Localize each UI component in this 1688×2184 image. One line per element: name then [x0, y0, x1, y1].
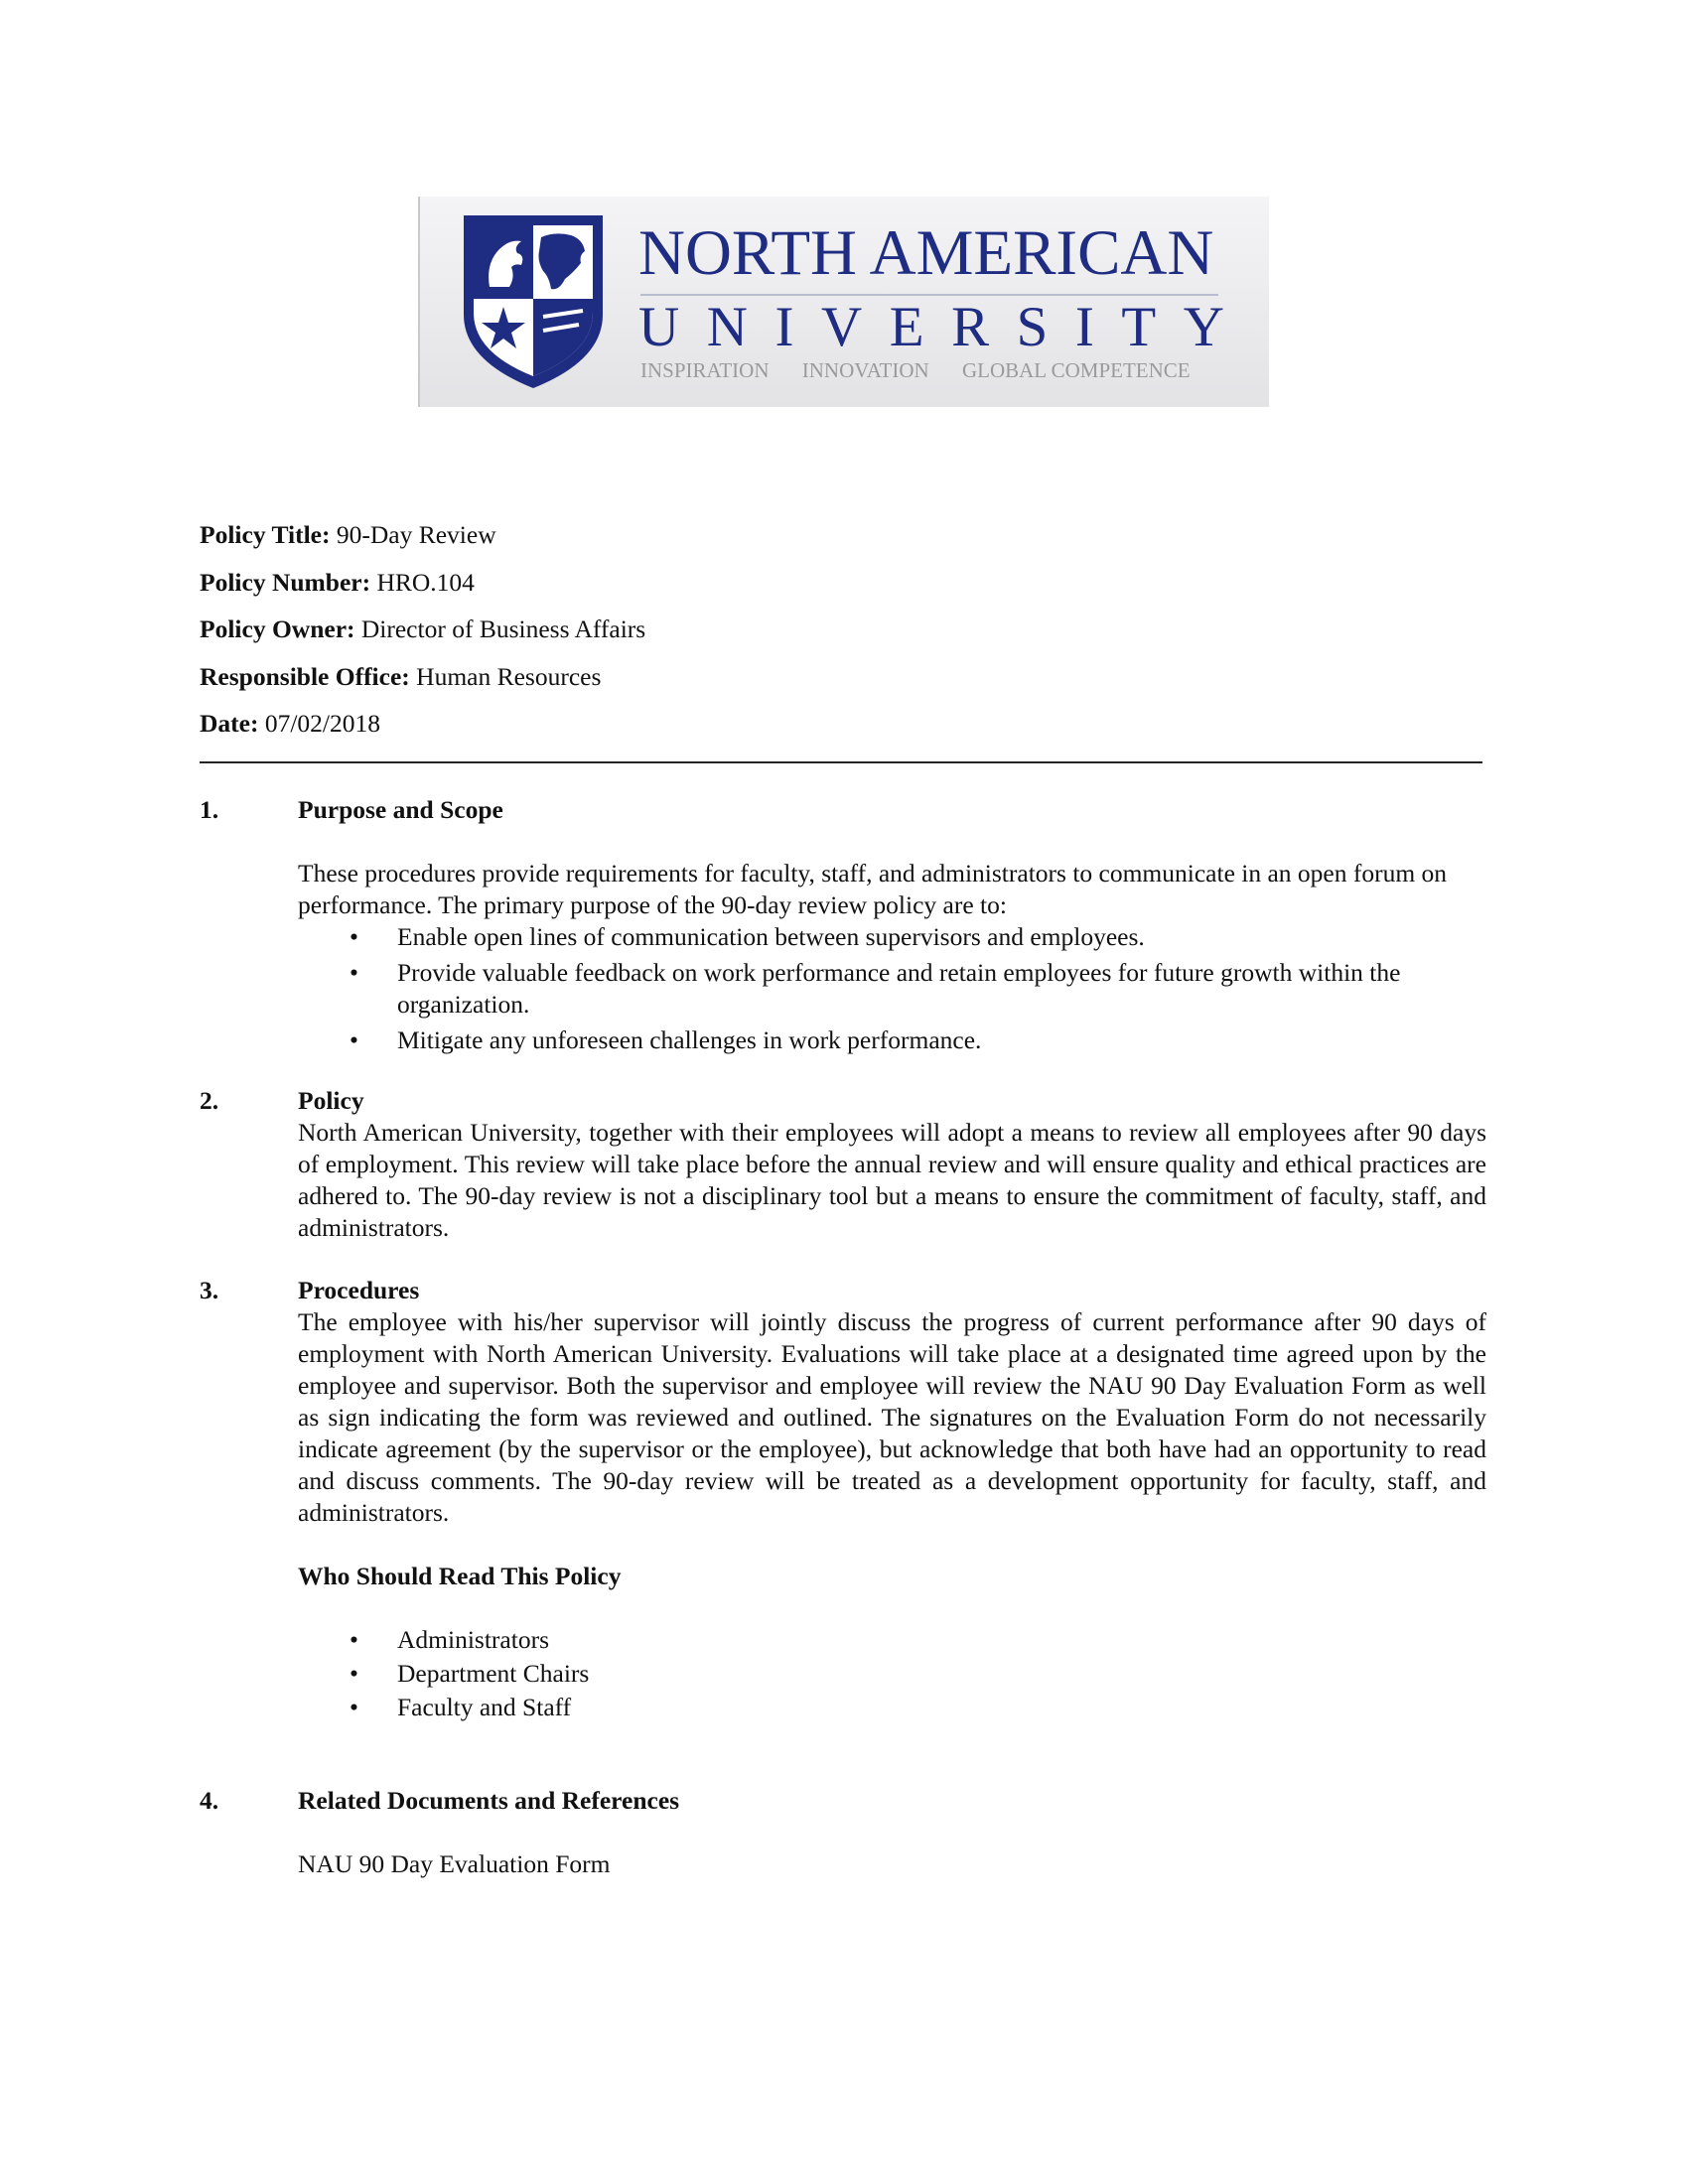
section-number: 2.: [200, 1086, 219, 1115]
section-number: 1.: [200, 795, 219, 824]
logo-letter: I: [774, 296, 794, 358]
university-logo-banner: [418, 197, 1269, 407]
meta-label: Policy Title:: [200, 520, 331, 549]
meta-label: Date:: [200, 709, 259, 738]
section-related-documents: [298, 1785, 1486, 1880]
meta-responsible-office: [200, 653, 1490, 701]
section-paragraph: NAU 90 Day Evaluation Form: [298, 1849, 611, 1878]
list-item-text: Provide valuable feedback on work performance and retain employees for future growth within the organization.: [397, 958, 1401, 1019]
logo-letter: I: [1074, 296, 1094, 358]
meta-label: Policy Owner:: [200, 614, 355, 643]
list-item: [298, 1024, 1486, 1056]
section-heading: Procedures: [298, 1276, 420, 1304]
section-number: 3.: [200, 1276, 219, 1304]
section-heading: Purpose and Scope: [298, 795, 503, 824]
logo-wordmark-line2: [638, 298, 1224, 357]
list-item-text: Mitigate any unforeseen challenges in work performance.: [397, 1025, 982, 1054]
section-policy: [298, 1085, 1486, 1244]
list-item: [298, 1624, 1486, 1656]
meta-label: Responsible Office:: [200, 661, 410, 691]
meta-value: Human Resources: [416, 661, 602, 691]
meta-value: HRO.104: [376, 567, 475, 597]
logo-letter: N: [706, 296, 748, 358]
bullet-icon: •: [350, 1625, 358, 1654]
list-item-text: Enable open lines of communication between supervisors and employees.: [397, 922, 1145, 951]
logo-letter: R: [951, 296, 990, 358]
section-number: 4.: [200, 1786, 219, 1815]
list-item-text: Department Chairs: [397, 1659, 590, 1688]
logo-letter: T: [1121, 296, 1157, 358]
list-item: [298, 1692, 1486, 1723]
meta-policy-owner: [200, 606, 1490, 653]
bullet-icon: •: [350, 1693, 358, 1721]
audience-bullet-list: [298, 1624, 1486, 1723]
section-heading: Related Documents and References: [298, 1786, 680, 1815]
logo-letter: Y: [1183, 296, 1224, 358]
list-item: [298, 957, 1486, 1021]
meta-policy-title: [200, 511, 1490, 559]
university-crest-icon: [460, 211, 607, 392]
horizontal-divider: [200, 761, 1482, 763]
section-paragraph: The employee with his/her supervisor will jointly discuss the progress of current performance after 90 days of employment with North American University. Evaluations will take place at a designated time agreed upon by the employee and supervisor. Both the supervisor and employee will review the NAU 90 Day Evaluation Form as well as sign indicating the form was reviewed and outlined. The signatures on the Evaluation Form do not necessarily indicate agreement (by the supervisor or the employee), but acknowledge that both have had an opportunity to read and discuss comments. The 90-day review will be treated as a development opportunity for faculty, staff, and administrators.: [298, 1307, 1486, 1527]
meta-date: [200, 700, 1490, 748]
list-item-text: Administrators: [397, 1625, 549, 1654]
tagline-item: INNOVATION: [801, 358, 929, 382]
meta-policy-number: [200, 559, 1490, 607]
meta-value: 07/02/2018: [264, 709, 381, 738]
logo-letter: E: [889, 296, 924, 358]
section-heading: Policy: [298, 1086, 364, 1115]
logo-wordmark-line1: NORTH AMERICAN: [638, 217, 1214, 289]
meta-value: 90-Day Review: [336, 520, 496, 549]
list-item-text: Faculty and Staff: [397, 1693, 572, 1721]
logo-tagline: [640, 357, 1218, 383]
section-paragraph: These procedures provide requirements for faculty, staff, and administrators to communicate in an open forum on performance. The primary purpose of the 90-day review policy are to:: [298, 859, 1448, 919]
bullet-icon: •: [350, 1025, 358, 1054]
list-item: [298, 1658, 1486, 1690]
subsection-heading: Who Should Read This Policy: [298, 1562, 622, 1590]
section-procedures: [298, 1275, 1486, 1723]
logo-letter: V: [820, 296, 863, 358]
list-item: [298, 921, 1486, 953]
section-paragraph: North American University, together with their employees will adopt a means to review all employees after 90 days of employment. This review will take place before the annual review and will ensure quality and ethical practices are adhered to. The 90-day review is not a disciplinary tool but a means to ensure the commitment of faculty, staff, and administrators.: [298, 1118, 1486, 1242]
bullet-icon: •: [350, 958, 358, 987]
meta-label: Policy Number:: [200, 567, 371, 597]
logo-letter: U: [638, 296, 680, 358]
policy-metadata: [200, 511, 1490, 748]
section-purpose-scope: [298, 794, 1486, 1056]
bullet-icon: •: [350, 922, 358, 951]
bullet-icon: •: [350, 1659, 358, 1688]
meta-value: Director of Business Affairs: [360, 614, 646, 643]
tagline-item: INSPIRATION: [640, 358, 770, 382]
tagline-item: GLOBAL COMPETENCE: [961, 358, 1191, 382]
logo-letter: S: [1016, 296, 1049, 358]
purpose-bullet-list: [298, 921, 1486, 1056]
